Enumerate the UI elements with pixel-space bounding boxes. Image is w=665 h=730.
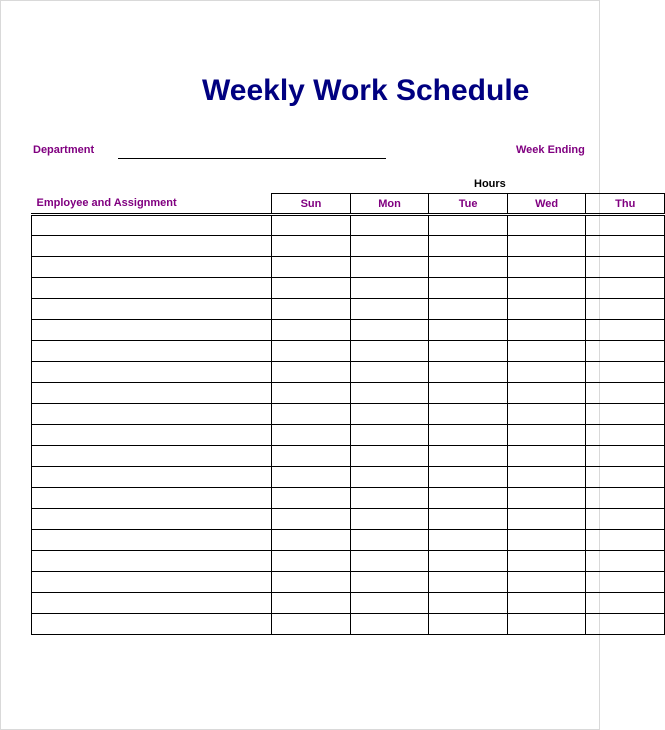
hours-cell[interactable] xyxy=(272,446,351,467)
hours-cell[interactable] xyxy=(429,488,508,509)
day-header-mon: Mon xyxy=(350,194,429,215)
employee-cell[interactable] xyxy=(32,299,272,320)
hours-cell[interactable] xyxy=(350,551,429,572)
hours-cell[interactable] xyxy=(586,509,665,530)
hours-cell[interactable] xyxy=(586,425,665,446)
hours-cell[interactable] xyxy=(507,215,586,236)
hours-cell[interactable] xyxy=(350,362,429,383)
hours-cell[interactable] xyxy=(507,551,586,572)
hours-cell[interactable] xyxy=(507,404,586,425)
hours-cell[interactable] xyxy=(507,362,586,383)
hours-cell[interactable] xyxy=(272,278,351,299)
employee-cell[interactable] xyxy=(32,257,272,278)
schedule-grid xyxy=(31,193,636,653)
hours-cell[interactable] xyxy=(350,572,429,593)
table-row xyxy=(32,572,665,593)
hours-cell[interactable] xyxy=(350,446,429,467)
hours-cell[interactable] xyxy=(429,551,508,572)
hours-cell[interactable] xyxy=(586,488,665,509)
hours-cell[interactable] xyxy=(272,488,351,509)
department-field[interactable] xyxy=(118,158,386,159)
hours-cell[interactable] xyxy=(507,467,586,488)
table-row xyxy=(32,404,665,425)
hours-cell[interactable] xyxy=(429,236,508,257)
day-header-sun: Sun xyxy=(272,194,351,215)
hours-cell[interactable] xyxy=(350,278,429,299)
employee-header: Employee and Assignment xyxy=(32,194,272,215)
employee-cell[interactable] xyxy=(32,341,272,362)
hours-cell[interactable] xyxy=(586,341,665,362)
employee-cell[interactable] xyxy=(32,509,272,530)
table-row xyxy=(32,509,665,530)
table-row xyxy=(32,362,665,383)
hours-cell[interactable] xyxy=(350,299,429,320)
hours-cell[interactable] xyxy=(350,614,429,635)
hours-cell[interactable] xyxy=(350,593,429,614)
hours-cell[interactable] xyxy=(586,572,665,593)
hours-cell[interactable] xyxy=(586,257,665,278)
header-row xyxy=(32,194,665,215)
hours-cell[interactable] xyxy=(507,530,586,551)
table-row xyxy=(32,551,665,572)
employee-cell[interactable] xyxy=(32,425,272,446)
hours-cell[interactable] xyxy=(429,614,508,635)
hours-cell[interactable] xyxy=(507,257,586,278)
hours-cell[interactable] xyxy=(272,215,351,236)
hours-cell[interactable] xyxy=(507,341,586,362)
table-row xyxy=(32,320,665,341)
hours-cell[interactable] xyxy=(586,320,665,341)
employee-cell[interactable] xyxy=(32,488,272,509)
hours-cell[interactable] xyxy=(429,467,508,488)
employee-cell[interactable] xyxy=(32,404,272,425)
hours-cell[interactable] xyxy=(507,320,586,341)
hours-cell[interactable] xyxy=(507,299,586,320)
hours-cell[interactable] xyxy=(507,236,586,257)
employee-cell[interactable] xyxy=(32,614,272,635)
table-row xyxy=(32,614,665,635)
employee-cell[interactable] xyxy=(32,572,272,593)
day-header-thu: Thu xyxy=(586,194,665,215)
table-row xyxy=(32,467,665,488)
table-row xyxy=(32,593,665,614)
hours-cell[interactable] xyxy=(429,593,508,614)
week-ending-label: Week Ending xyxy=(516,144,585,156)
day-header-tue: Tue xyxy=(429,194,508,215)
employee-cell[interactable] xyxy=(32,236,272,257)
hours-cell[interactable] xyxy=(272,404,351,425)
employee-cell[interactable] xyxy=(32,467,272,488)
hours-cell[interactable] xyxy=(429,530,508,551)
hours-cell[interactable] xyxy=(272,467,351,488)
hours-cell[interactable] xyxy=(507,278,586,299)
hours-cell[interactable] xyxy=(350,425,429,446)
hours-cell[interactable] xyxy=(350,320,429,341)
hours-cell[interactable] xyxy=(272,257,351,278)
hours-cell[interactable] xyxy=(507,488,586,509)
table-row xyxy=(32,257,665,278)
hours-cell[interactable] xyxy=(350,341,429,362)
hours-cell[interactable] xyxy=(586,551,665,572)
hours-cell[interactable] xyxy=(429,425,508,446)
day-header-wed: Wed xyxy=(507,194,586,215)
hours-cell[interactable] xyxy=(272,383,351,404)
hours-cell[interactable] xyxy=(586,404,665,425)
hours-cell[interactable] xyxy=(350,467,429,488)
hours-cell[interactable] xyxy=(272,509,351,530)
table-row xyxy=(32,278,665,299)
hours-cell[interactable] xyxy=(350,488,429,509)
employee-cell[interactable] xyxy=(32,383,272,404)
hours-cell[interactable] xyxy=(350,257,429,278)
hours-cell[interactable] xyxy=(429,278,508,299)
hours-cell[interactable] xyxy=(429,320,508,341)
hours-cell[interactable] xyxy=(272,320,351,341)
hours-cell[interactable] xyxy=(350,404,429,425)
hours-cell[interactable] xyxy=(586,362,665,383)
hours-cell[interactable] xyxy=(429,383,508,404)
table-row xyxy=(32,383,665,404)
hours-cell[interactable] xyxy=(350,236,429,257)
table-row xyxy=(32,236,665,257)
hours-cell[interactable] xyxy=(350,215,429,236)
hours-cell[interactable] xyxy=(429,341,508,362)
hours-cell[interactable] xyxy=(272,530,351,551)
table-row xyxy=(32,299,665,320)
hours-label: Hours xyxy=(474,178,506,190)
hours-cell[interactable] xyxy=(350,530,429,551)
hours-cell[interactable] xyxy=(507,572,586,593)
employee-cell[interactable] xyxy=(32,530,272,551)
hours-cell[interactable] xyxy=(272,551,351,572)
employee-cell[interactable] xyxy=(32,551,272,572)
hours-cell[interactable] xyxy=(507,425,586,446)
schedule-table xyxy=(31,193,665,635)
hours-cell[interactable] xyxy=(429,572,508,593)
table-row xyxy=(32,488,665,509)
hours-cell[interactable] xyxy=(272,593,351,614)
table-row xyxy=(32,425,665,446)
employee-cell[interactable] xyxy=(32,593,272,614)
hours-cell[interactable] xyxy=(586,530,665,551)
hours-cell[interactable] xyxy=(272,425,351,446)
hours-cell[interactable] xyxy=(272,362,351,383)
page-title: Weekly Work Schedule xyxy=(202,74,530,107)
employee-cell[interactable] xyxy=(32,320,272,341)
hours-cell[interactable] xyxy=(507,446,586,467)
department-label: Department xyxy=(33,144,95,156)
hours-cell[interactable] xyxy=(586,383,665,404)
hours-cell[interactable] xyxy=(586,236,665,257)
hours-cell[interactable] xyxy=(429,446,508,467)
hours-cell[interactable] xyxy=(272,299,351,320)
table-row xyxy=(32,446,665,467)
hours-cell[interactable] xyxy=(272,614,351,635)
hours-cell[interactable] xyxy=(350,509,429,530)
hours-cell[interactable] xyxy=(429,404,508,425)
hours-cell[interactable] xyxy=(272,236,351,257)
hours-cell[interactable] xyxy=(586,299,665,320)
employee-cell[interactable] xyxy=(32,362,272,383)
hours-cell[interactable] xyxy=(507,593,586,614)
hours-cell[interactable] xyxy=(586,593,665,614)
hours-cell[interactable] xyxy=(429,299,508,320)
hours-cell[interactable] xyxy=(429,257,508,278)
hours-cell[interactable] xyxy=(507,614,586,635)
employee-cell[interactable] xyxy=(32,215,272,236)
hours-cell[interactable] xyxy=(586,467,665,488)
employee-cell[interactable] xyxy=(32,446,272,467)
hours-cell[interactable] xyxy=(507,383,586,404)
hours-cell[interactable] xyxy=(272,341,351,362)
hours-cell[interactable] xyxy=(586,215,665,236)
hours-cell[interactable] xyxy=(586,614,665,635)
hours-cell[interactable] xyxy=(586,278,665,299)
hours-cell[interactable] xyxy=(429,362,508,383)
hours-cell[interactable] xyxy=(429,215,508,236)
hours-cell[interactable] xyxy=(272,572,351,593)
hours-cell[interactable] xyxy=(586,446,665,467)
table-row xyxy=(32,341,665,362)
employee-cell[interactable] xyxy=(32,278,272,299)
hours-cell[interactable] xyxy=(350,383,429,404)
table-row xyxy=(32,215,665,236)
hours-cell[interactable] xyxy=(429,509,508,530)
table-row xyxy=(32,530,665,551)
hours-cell[interactable] xyxy=(507,509,586,530)
